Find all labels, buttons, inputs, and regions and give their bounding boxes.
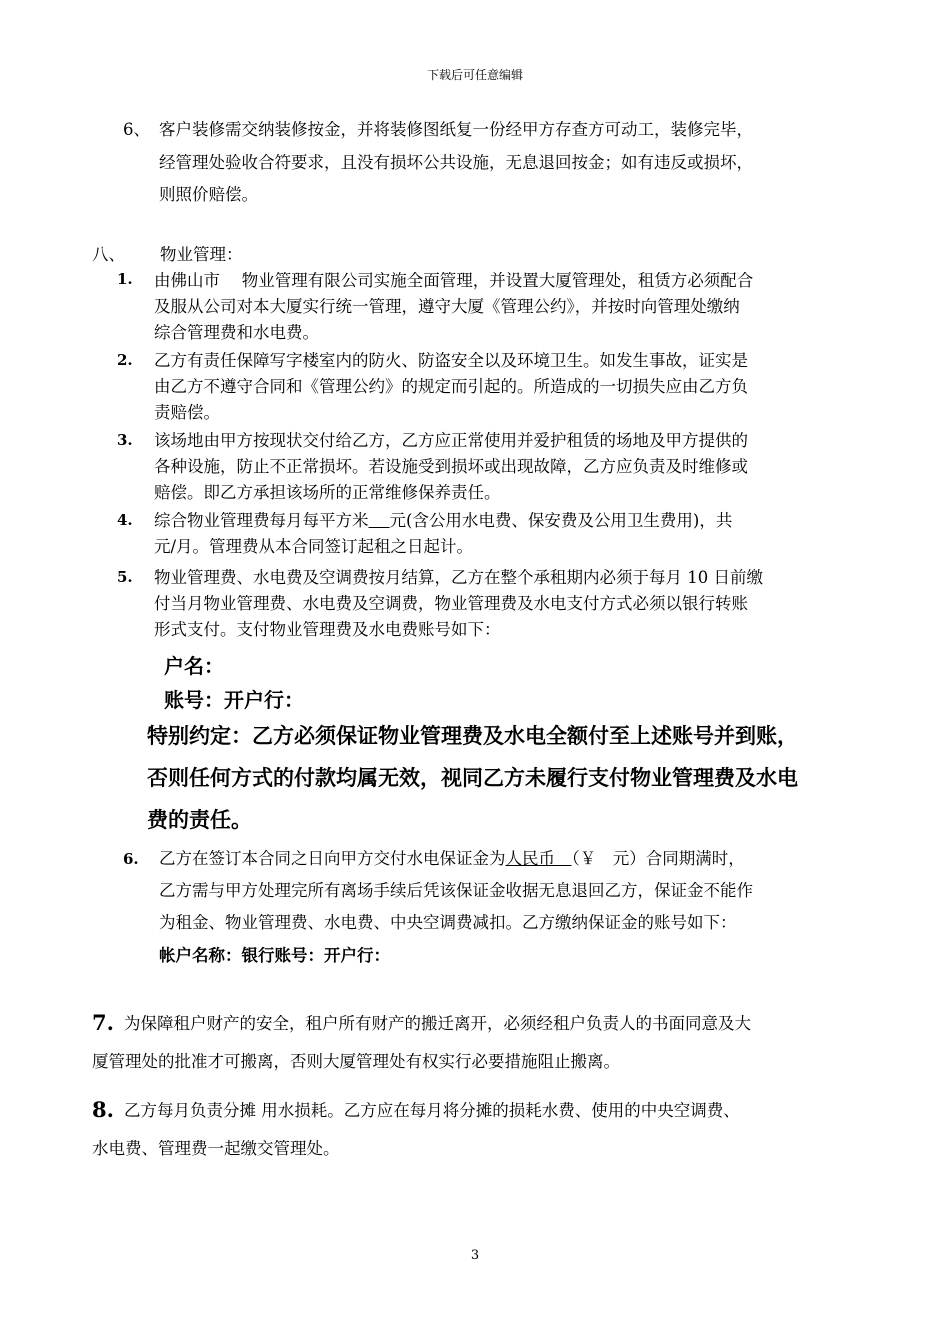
clause-3-line-1: 该场地由甲方按现状交付给乙方，乙方应正常使用并爱护租赁的场地及甲方提供的 [154,431,748,450]
clause-8-line-1: 乙方每月负责分摊 用水损耗。乙方应在每月将分摊的损耗水费、使用的中央空调费、 [124,1101,740,1120]
clause-1-number: 1. [117,270,133,288]
clause-3-line-2: 各种设施，防止不正常损坏。若设施受到损坏或出现故障，乙方应负责及时维修或 [154,457,748,476]
clause-6-text-a: 乙方在签订本合同之日向甲方交付水电保证金为 [159,849,506,868]
section-number: 八、 [92,245,125,264]
item6-line-3: 则照价赔偿。 [159,185,258,204]
page-number: 3 [470,1248,480,1263]
page-header: 下载后可任意编辑 [426,68,523,82]
clause-2-line-2: 由乙方不遵守合同和《管理公约》的规定而引起的。所造成的一切损失应由乙方负 [154,377,748,396]
clause-5-number: 5. [117,568,133,586]
clause-2-line-1: 乙方有责任保障写字楼室内的防火、防盗安全以及环境卫生。如发生事故，证实是 [154,351,748,370]
clause-3-line-3: 赔偿。即乙方承担该场所的正常维修保养责任。 [154,483,501,502]
special-agreement-line-1: 特别约定：乙方必须保证物业管理费及水电全额付至上述账号并到账， [147,723,798,748]
special-agreement-line-2: 否则任何方式的付款均属无效，视同乙方未履行支付物业管理费及水电 [147,765,798,790]
clause-4-number: 4. [117,511,133,529]
clause-7-line-1: 为保障租户财产的安全，租户所有财产的搬迁离开，必须经租户负责人的书面同意及大 [124,1014,751,1033]
clause-6-number: 6. [123,850,139,868]
special-agreement-line-3: 费的责任。 [147,807,252,832]
account-number-label: 账号：开户行： [164,688,304,712]
clause-7-number: 7. [92,1010,114,1035]
clause-1-line-1: 由佛山市 物业管理有限公司实施全面管理，并设置大厦管理处，租赁方必须配合 [154,271,754,290]
clause-6-account-label: 帐户名称：银行账号：开户行： [159,946,390,965]
item6-number: 6、 [123,120,150,139]
account-name-label: 户名： [164,654,224,678]
clause-4-line-1 [154,508,732,534]
clause-5-line-1: 物业管理费、水电费及空调费按月结算，乙方在整个承租期内必须于每月 10 日前缴 [154,568,763,587]
clause-6-rmb: 人民币 [505,849,572,868]
clause-8-line-2: 水电费、管理费一起缴交管理处。 [92,1139,340,1158]
clause-4-blank [369,511,390,530]
clause-4-text-a: 综合物业管理费每月每平方米 [154,511,369,530]
clause-4-line-2: 元/月。管理费从本合同签订起租之日起计。 [154,537,474,556]
clause-6-text-b: （￥ 元）合同期满时， [571,849,745,868]
clause-2-number: 2. [117,351,133,369]
section-title: 物业管理： [160,245,243,264]
clause-3-number: 3. [117,431,133,449]
item6-line-2: 经管理处验收合符要求，且没有损坏公共设施，无息退回按金；如有违反或损坏， [159,153,753,172]
clause-6-line-3: 为租金、物业管理费、水电费、中央空调费减扣。乙方缴纳保证金的账号如下： [159,913,737,932]
clause-1-line-3: 综合管理费和水电费。 [154,323,319,342]
item6-line-1: 客户装修需交纳装修按金，并将装修图纸复一份经甲方存查方可动工，装修完毕， [159,120,753,139]
clause-2-line-3: 责赔偿。 [154,403,220,422]
clause-8-number: 8. [92,1097,114,1122]
clause-6-line-2: 乙方需与甲方处理完所有离场手续后凭该保证金收据无息退回乙方，保证金不能作 [159,881,753,900]
clause-1-line-2: 及服从公司对本大厦实行统一管理，遵守大厦《管理公约》，并按时向管理处缴纳 [154,297,740,316]
clause-7-line-2: 厦管理处的批准才可搬离，否则大厦管理处有权实行必要措施阻止搬离。 [92,1052,620,1071]
clause-5-line-3: 形式支付。支付物业管理费及水电费账号如下： [154,620,501,639]
clause-4-text-b: 元(含公用水电费、保安费及公用卫生费用)，共 [389,511,733,530]
clause-6-line-1 [159,846,745,872]
clause-5-line-2: 付当月物业管理费、水电费及空调费，物业管理费及水电支付方式必须以银行转账 [154,594,748,613]
